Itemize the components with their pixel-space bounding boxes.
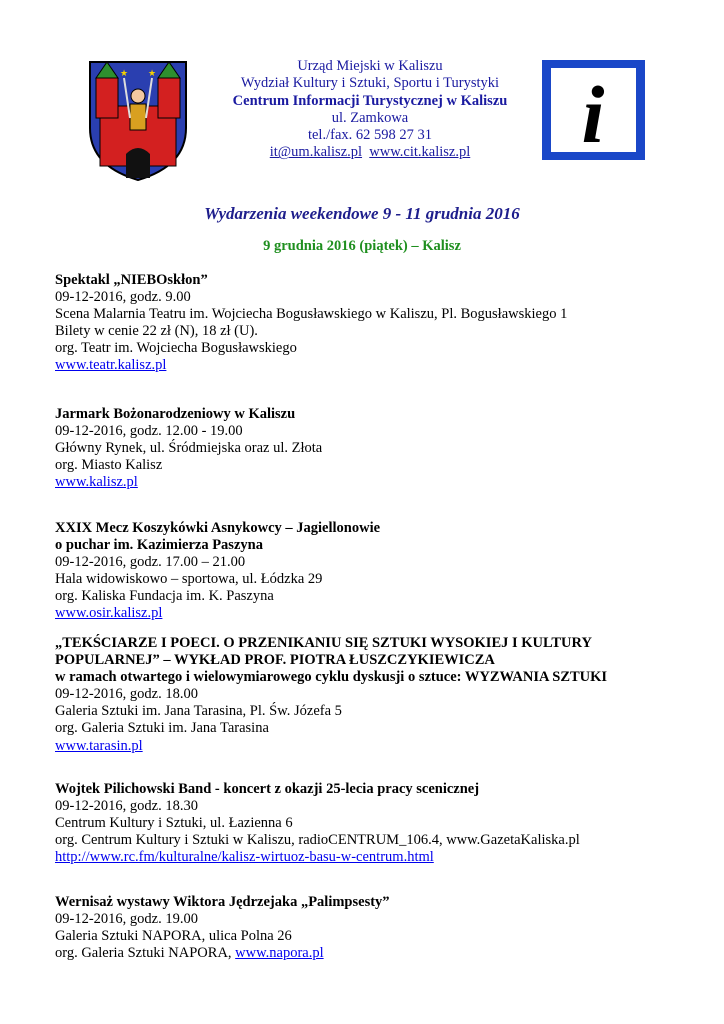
page-title: Wydarzenia weekendowe 9 - 11 grudnia 2016	[204, 204, 520, 223]
event-title: Wernisaż wystawy Wiktora Jędrzejaka „Palimpsesty”	[55, 894, 390, 910]
event-title: XXIX Mecz Koszykówki Asnykowcy – Jagiellonowie	[55, 520, 381, 536]
event-detail: Główny Rynek, ul. Śródmiejska oraz ul. Złota	[55, 440, 323, 457]
event-datetime: 09-12-2016, godz. 17.00 – 21.00	[55, 554, 246, 571]
event-link-line	[55, 474, 695, 491]
letterhead-text	[200, 58, 540, 162]
event-link-line	[55, 357, 695, 374]
office-name: Urząd Miejski w Kaliszu	[297, 58, 443, 74]
phone-fax: tel./fax. 62 598 27 31	[307, 127, 433, 144]
event-detail: Scena Malarnia Teatru im. Wojciecha Bogusławskiego w Kaliszu, Pl. Bogusławskiego 1	[55, 306, 568, 323]
event-title: Jarmark Bożonarodzeniowy w Kaliszu	[55, 406, 296, 422]
event-detail: org. Centrum Kultury i Sztuki w Kaliszu, radioCENTRUM_106.4, www.GazetaKaliska.pl	[55, 832, 580, 849]
event-link[interactable]: www.teatr.kalisz.pl	[55, 357, 167, 374]
event-item	[55, 781, 695, 866]
event-item	[55, 520, 695, 623]
event-title: Wojtek Pilichowski Band - koncert z okazji 25-lecia pracy scenicznej	[55, 781, 480, 797]
contact-links	[200, 144, 540, 161]
event-title: w ramach otwartego i wielowymiarowego cyklu dyskusji o sztuce: WYZWANIA SZTUKI	[55, 669, 608, 686]
event-organizer: org. Galeria Sztuki NAPORA,	[55, 945, 236, 962]
event-detail: org. Kaliska Fundacja im. K. Paszyna	[55, 588, 274, 605]
event-title: „TEKŚCIARZE I POECI. O PRZENIKANIU SIĘ SZTUKI WYSOKIEJ I KULTURY	[55, 635, 592, 651]
event-detail: org. Teatr im. Wojciecha Bogusławskiego	[55, 340, 297, 357]
event-title: POPULARNEJ” – WYKŁAD PROF. PIOTRA ŁUSZCZYKIEWICZA	[55, 652, 495, 669]
event-datetime: 09-12-2016, godz. 18.00	[55, 686, 198, 703]
kalisz-coat-of-arms-icon	[86, 58, 190, 184]
event-item	[55, 272, 695, 375]
event-link-line	[55, 738, 695, 755]
email-link[interactable]: it@um.kalisz.pl	[269, 144, 363, 161]
event-detail: Centrum Kultury i Sztuki, ul. Łazienna 6	[55, 815, 293, 832]
event-detail: Hala widowiskowo – sportowa, ul. Łódzka 29	[55, 571, 323, 588]
event-link-line	[55, 605, 695, 622]
event-item	[55, 635, 695, 755]
event-link-line	[55, 849, 695, 866]
letterhead	[0, 0, 724, 190]
event-title: o puchar im. Kazimierza Paszyna	[55, 537, 263, 554]
svg-text:★: ★	[119, 69, 129, 79]
event-item	[55, 894, 695, 962]
day-heading: 9 grudnia 2016 (piątek) – Kalisz	[263, 238, 461, 254]
event-link[interactable]: www.kalisz.pl	[55, 474, 138, 491]
tourist-info-icon	[542, 60, 645, 160]
event-detail: org. Miasto Kalisz	[55, 457, 163, 474]
event-datetime: 09-12-2016, godz. 18.30	[55, 798, 198, 815]
event-detail: org. Galeria Sztuki im. Jana Tarasina	[55, 720, 269, 737]
event-link[interactable]: www.napora.pl	[235, 945, 324, 962]
event-detail: Galeria Sztuki im. Jana Tarasina, Pl. Św. Józefa 5	[55, 703, 342, 720]
event-item	[55, 406, 695, 491]
street-address: ul. Zamkowa	[331, 109, 409, 126]
event-detail: Galeria Sztuki NAPORA, ulica Polna 26	[55, 928, 292, 945]
center-name: Centrum Informacji Turystycznej w Kaliszu	[232, 92, 508, 109]
department-name: Wydział Kultury i Sztuki, Sportu i Turystyki	[240, 75, 500, 92]
event-datetime: 09-12-2016, godz. 9.00	[55, 289, 191, 306]
info-letter: i	[581, 69, 605, 160]
event-link[interactable]: www.osir.kalisz.pl	[55, 605, 163, 622]
event-link[interactable]: www.tarasin.pl	[55, 737, 143, 754]
event-link-line	[55, 945, 695, 962]
event-detail: Bilety w cenie 22 zł (N), 18 zł (U).	[55, 323, 258, 340]
website-link[interactable]: www.cit.kalisz.pl	[369, 144, 471, 161]
event-link[interactable]: http://www.rc.fm/kulturalne/kalisz-wirtuoz-basu-w-centrum.html	[55, 849, 434, 866]
event-datetime: 09-12-2016, godz. 19.00	[55, 911, 198, 928]
event-datetime: 09-12-2016, godz. 12.00 - 19.00	[55, 423, 243, 440]
svg-text:★: ★	[147, 69, 157, 79]
event-title: Spektakl „NIEBOskłon”	[55, 272, 208, 288]
